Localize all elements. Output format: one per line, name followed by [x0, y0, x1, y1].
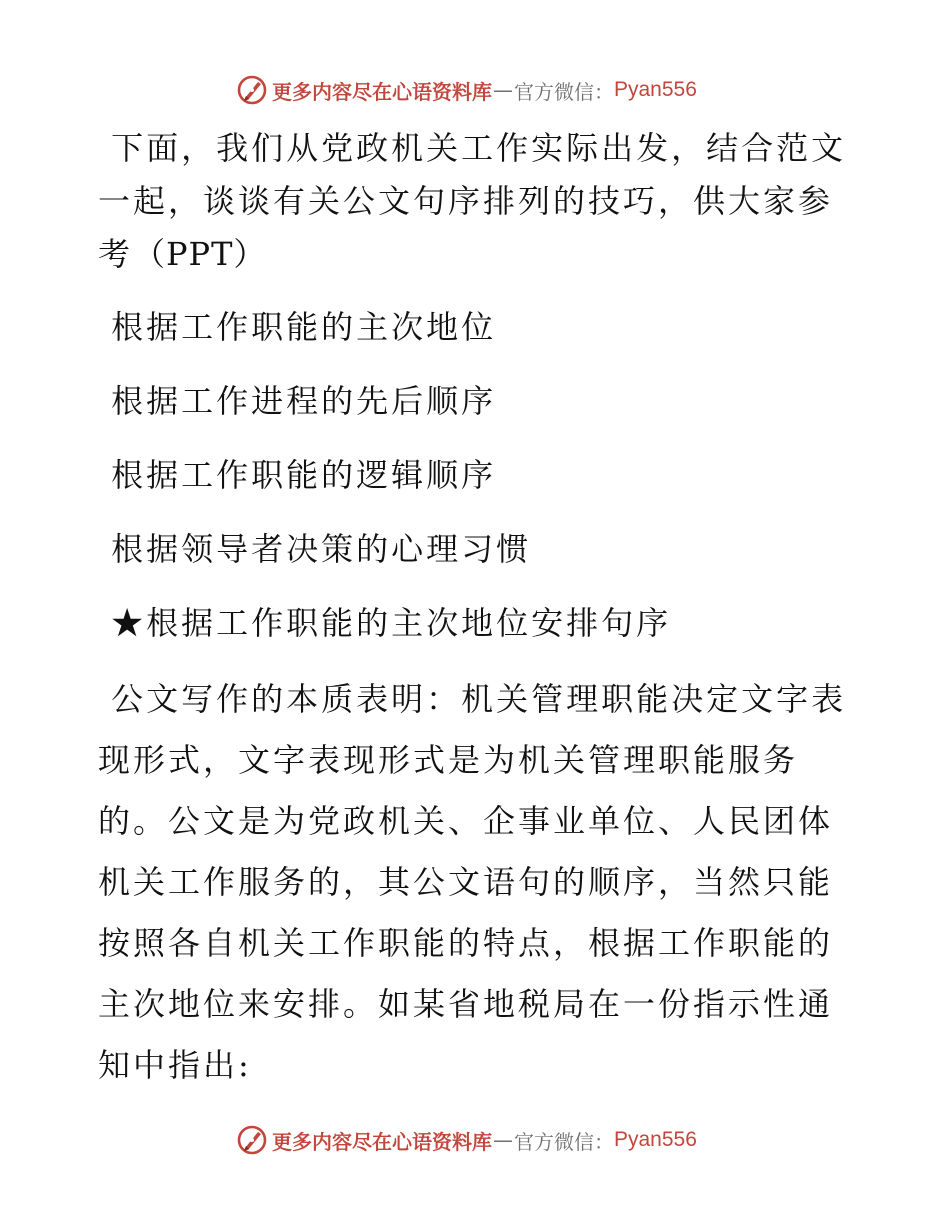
quill-pen-circle-icon: [236, 1124, 268, 1156]
intro-ppt-note: （PPT）: [133, 235, 267, 273]
watermark-contact-label: 官方微信：: [514, 79, 614, 104]
watermark-brand-text: 更多内容尽在心语资料库: [272, 79, 492, 104]
watermark-footer: [236, 1123, 697, 1157]
heading-primary-secondary: 根据工作职能的主次地位: [98, 308, 497, 346]
heading-work-progress: 根据工作进程的先后顺序: [98, 382, 497, 420]
watermark-header: [236, 73, 697, 107]
watermark-dash: —: [493, 78, 513, 102]
watermark-contact-id: Pyan556: [614, 78, 697, 101]
heading-starred-section: ★根据工作职能的主次地位安排句序: [98, 604, 672, 642]
document-body: [98, 122, 858, 1096]
watermark-contact-id: Pyan556: [614, 1128, 697, 1151]
intro-paragraph: [98, 122, 858, 281]
intro-text: 下面，我们从党政机关工作实际出发，结合范文一起，谈谈有关公文句序排列的技巧，供大家参考: [98, 129, 847, 273]
heading-logical-order: 根据工作职能的逻辑顺序: [98, 456, 497, 494]
watermark-dash: —: [493, 1128, 513, 1152]
watermark-brand-text: 更多内容尽在心语资料库: [272, 1129, 492, 1154]
watermark-contact-label: 官方微信：: [514, 1129, 614, 1154]
quill-pen-circle-icon: [236, 74, 268, 106]
body-paragraph: 公文写作的本质表明：机关管理职能决定文字表现形式，文字表现形式是为机关管理职能服务的。公文是为党政机关、企事业单位、人民团体机关工作服务的，其公文语句的顺序，当然只能按照各自机关工作职能的特点，根据工作职能的主次地位来安排。如某省地税局在一份指示性通知中指出:: [98, 680, 847, 1084]
heading-leader-habit: 根据领导者决策的心理习惯: [98, 530, 532, 568]
